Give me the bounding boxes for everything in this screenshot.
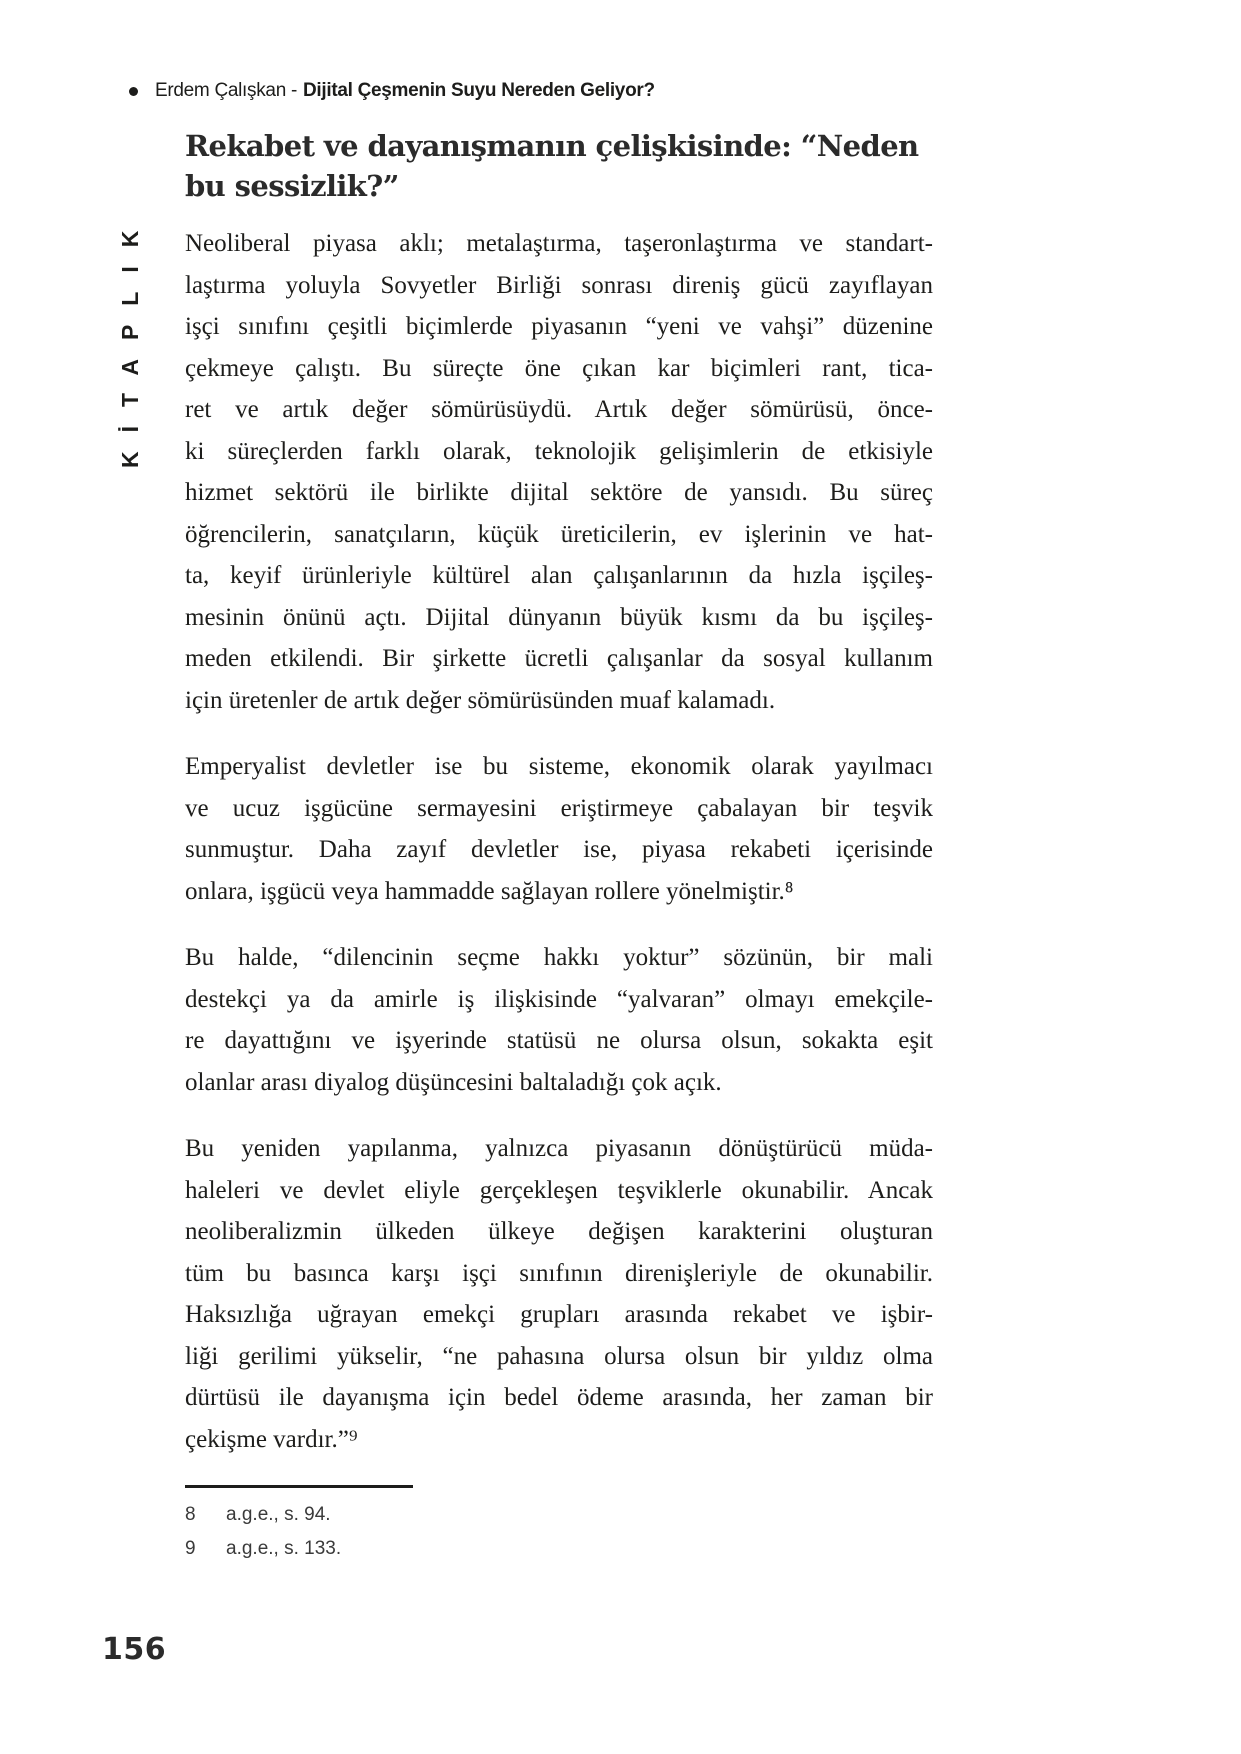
- footnote-number: 8: [185, 1504, 196, 1525]
- running-header: [129, 80, 655, 102]
- text-line: liği gerilimi yükselir, “ne pahasına olursa olsun bir yıldız olma: [185, 1342, 933, 1370]
- text-line: re dayattığını ve işyerinde statüsü ne olursa olsun, sokakta eşit: [185, 1027, 933, 1054]
- paragraph-4: [185, 1128, 933, 1460]
- text-line: çekişme vardır.”⁹: [185, 1425, 358, 1453]
- text-line: Emperyalist devletler ise bu sisteme, ekonomik olarak yayılmacı: [185, 753, 933, 780]
- header-author: Erdem Çalışkan -: [155, 80, 297, 101]
- footnote-item: [185, 1501, 933, 1528]
- text-line: tüm bu basınca karşı işçi sınıfının direnişleriyle de okunabilir.: [185, 1259, 933, 1287]
- footnote-text: a.g.e., s. 94.: [226, 1504, 331, 1525]
- text-line: ki süreçlerden farklı olarak, teknolojik gelişimlerin de etkisiyle: [185, 437, 933, 465]
- section-heading: Rekabet ve dayanışmanın çelişkisinde: “Neden bu sessizlik?”: [185, 129, 919, 203]
- paragraph-3: [185, 937, 933, 1103]
- text-line: haleleri ve devlet eliyle gerçekleşen teşviklerle okunabilir. Ancak: [185, 1176, 933, 1204]
- text-line: ta, keyif ürünleriyle kültürel alan çalışanlarının da hızla işçileş-: [185, 562, 933, 589]
- text-line: ret ve artık değer sömürüsüydü. Artık değer sömürüsü, önce-: [185, 396, 933, 423]
- text-line: Haksızlığa uğrayan emekçi grupları arasında rekabet ve işbir-: [185, 1301, 933, 1328]
- footnote-number: 9: [185, 1538, 196, 1559]
- footnote-separator: [185, 1485, 413, 1488]
- text-line: neoliberalizmin ülkeden ülkeye değişen karakterini oluşturan: [185, 1218, 933, 1245]
- margin-section-label: KİTAPLIK: [117, 211, 143, 468]
- text-line: olanlar arası diyalog düşüncesini baltaladığı çok açık.: [185, 1068, 722, 1096]
- text-line: Bu yeniden yapılanma, yalnızca piyasanın dönüştürücü müda-: [185, 1135, 933, 1162]
- paragraph-2: [185, 746, 933, 912]
- footnote-text: a.g.e., s. 133.: [226, 1538, 342, 1559]
- text-line: destekçi ya da amirle iş ilişkisinde “yalvaran” olmayı emekçile-: [185, 985, 933, 1013]
- text-line: Neoliberal piyasa aklı; metalaştırma, taşeronlaştırma ve standart-: [185, 230, 933, 257]
- text-line: onlara, işgücü veya hammadde sağlayan rollere yönelmiştir.⁸: [185, 877, 794, 905]
- page-content: [185, 126, 933, 1569]
- text-line: işçi sınıfını çeşitli biçimlerde piyasanın “yeni ve vahşi” düzenine: [185, 313, 933, 340]
- text-line: sunmuştur. Daha zayıf devletler ise, piyasa rekabeti içerisinde: [185, 836, 933, 863]
- text-line: dürtüsü ile dayanışma için bedel ödeme arasında, her zaman bir: [185, 1384, 933, 1411]
- text-line: mesinin önünü açtı. Dijital dünyanın büyük kısmı da bu işçileş-: [185, 603, 933, 631]
- header-book-title: Dijital Çeşmenin Suyu Nereden Geliyor?: [302, 80, 655, 101]
- footnotes: [185, 1485, 933, 1562]
- page-number: 156: [102, 1632, 167, 1667]
- bullet-icon: [129, 87, 138, 96]
- paragraph-1: [185, 223, 933, 721]
- text-line: çekmeye çalıştı. Bu süreçte öne çıkan kar biçimleri rant, tica-: [185, 354, 933, 382]
- text-line: öğrencilerin, sanatçıların, küçük üreticilerin, ev işlerinin ve hat-: [185, 520, 933, 548]
- text-line: hizmet sektörü ile birlikte dijital sektöre de yansıdı. Bu süreç: [185, 479, 933, 506]
- text-line: ve ucuz işgücüne sermayesini eriştirmeye çabalayan bir teşvik: [185, 794, 933, 822]
- text-line: için üretenler de artık değer sömürüsünden muaf kalamadı.: [185, 686, 776, 714]
- text-line: laştırma yoluyla Sovyetler Birliği sonrası direniş gücü zayıflayan: [185, 271, 933, 299]
- text-line: Bu halde, “dilencinin seçme hakkı yoktur” sözünün, bir mali: [185, 944, 933, 971]
- footnote-item: [185, 1535, 933, 1562]
- text-line: meden etkilendi. Bir şirkette ücretli çalışanlar da sosyal kullanım: [185, 645, 933, 672]
